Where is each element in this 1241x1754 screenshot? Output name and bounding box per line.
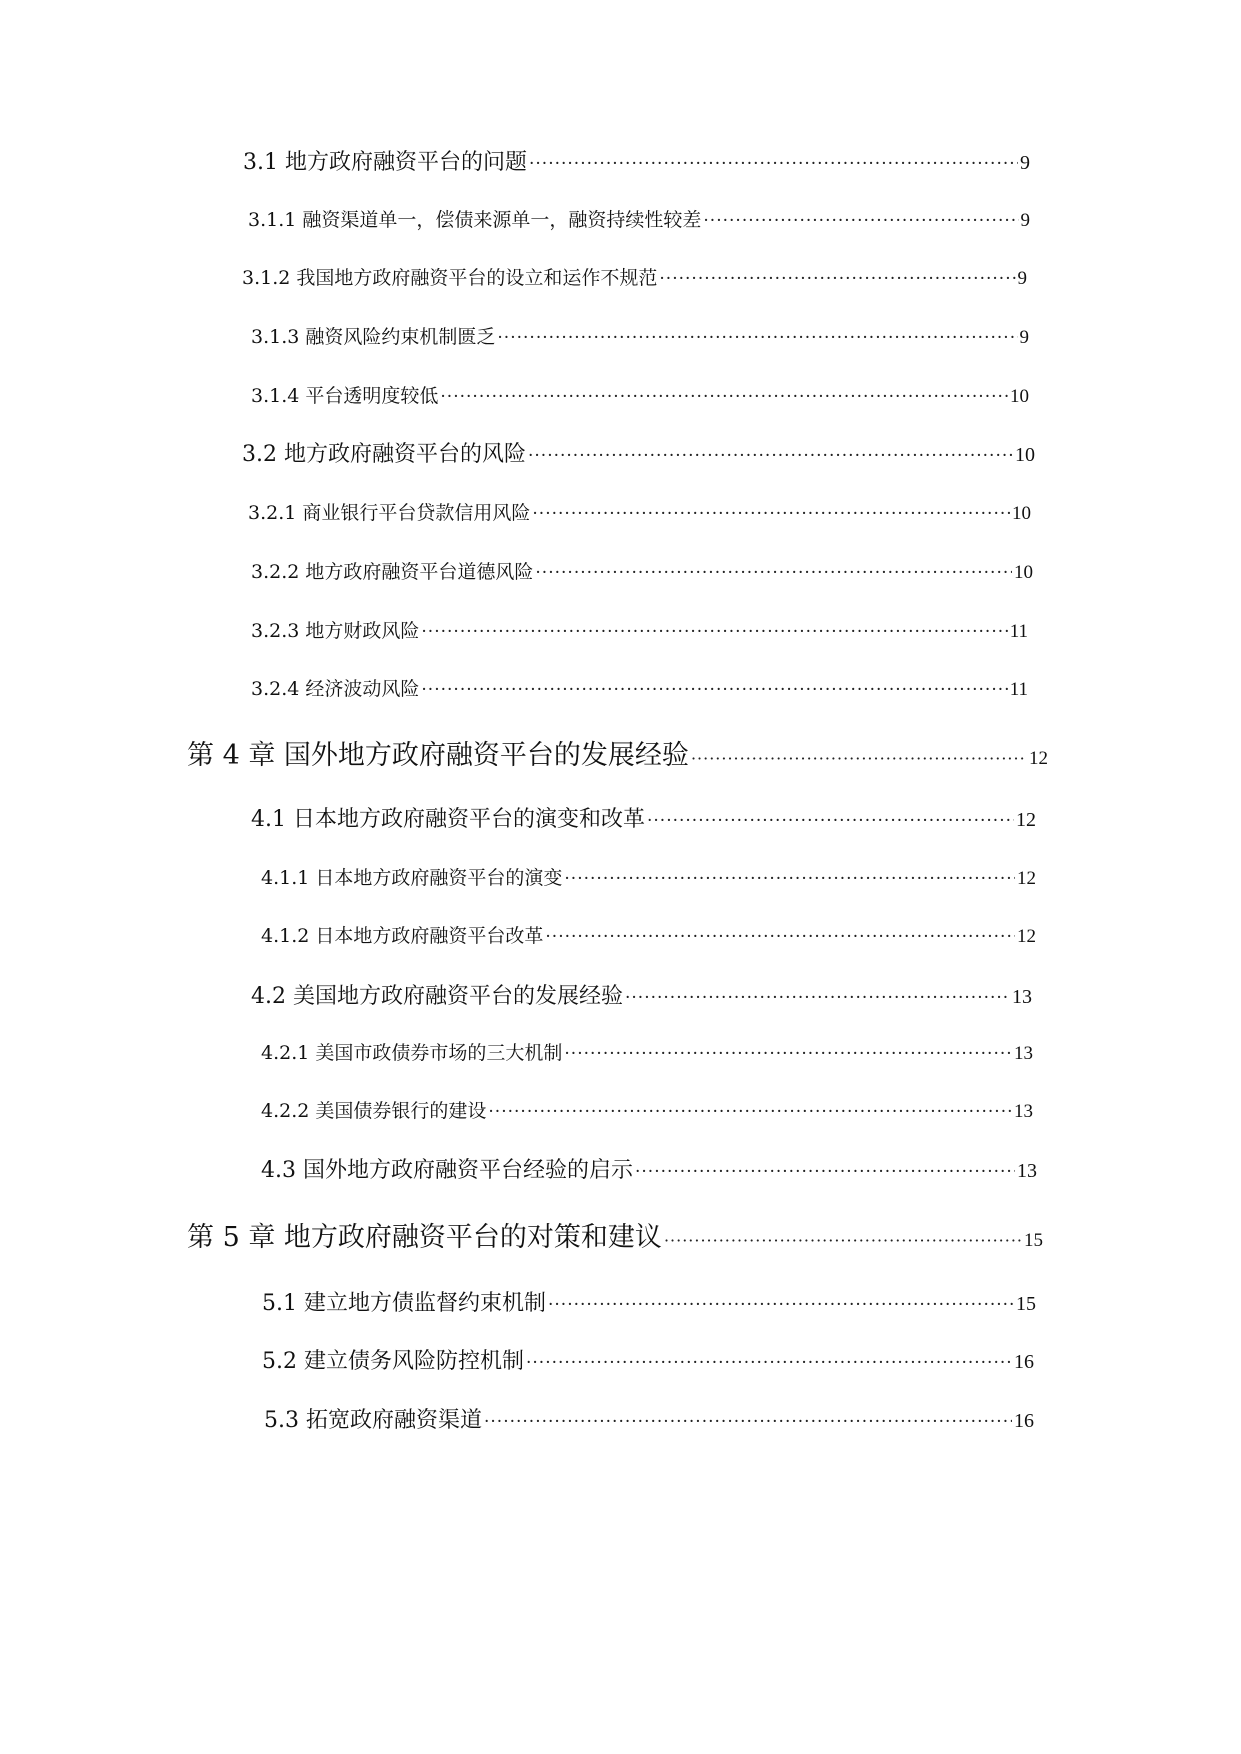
- toc-entry-title: 3.1.2 我国地方政府融资平台的设立和运作不规范: [242, 267, 658, 289]
- toc-entry-page: 12: [1017, 926, 1036, 947]
- toc-chapter-entry: [187, 1215, 1043, 1254]
- toc-entry: [251, 979, 1032, 1010]
- toc-entry: [262, 1344, 1034, 1375]
- toc-entry-title: 5.3 拓宽政府融资渠道: [264, 1408, 482, 1433]
- dot-leader: [532, 504, 1010, 524]
- toc-entry-page: 13: [1012, 986, 1032, 1008]
- toc-entry-page: 9: [1020, 152, 1030, 174]
- toc-entry-page: 9: [1020, 210, 1030, 231]
- toc-entry: [251, 557, 1033, 584]
- toc-entry: [261, 1038, 1033, 1065]
- toc-chapter-entry: [187, 733, 1048, 772]
- toc-entry-title: 4.2 美国地方政府融资平台的发展经验: [251, 984, 623, 1009]
- toc-entry: [242, 263, 1027, 290]
- toc-entry-page: 13: [1014, 1043, 1033, 1064]
- toc-entry-page: 16: [1014, 1351, 1034, 1373]
- toc-entry: [261, 863, 1036, 890]
- dot-leader: [625, 988, 1010, 1008]
- dot-leader: [703, 211, 1018, 231]
- dot-leader: [421, 680, 1007, 700]
- dot-leader: [545, 927, 1015, 947]
- toc-entry-page: 10: [1015, 444, 1035, 466]
- toc-entry-page: 10: [1010, 386, 1029, 407]
- toc-entry-page: 15: [1024, 1230, 1043, 1251]
- toc-entry: [242, 437, 1035, 468]
- toc-entry: [248, 498, 1031, 525]
- toc-entry-page: 9: [1017, 268, 1027, 289]
- toc-entry-title: 5.2 建立债务风险防控机制: [262, 1349, 524, 1374]
- toc-entry-page: 13: [1014, 1101, 1033, 1122]
- toc-entry-title: 4.1.2 日本地方政府融资平台改革: [261, 925, 544, 947]
- toc-entry-title: 3.2.4 经济波动风险: [251, 678, 420, 700]
- dot-leader: [564, 869, 1015, 889]
- toc-entry: [243, 145, 1030, 176]
- toc-entry-title: 3.1.1 融资渠道单一，偿债来源单一，融资持续性较差: [248, 209, 702, 231]
- toc-entry: [251, 381, 1029, 408]
- dot-leader: [497, 328, 1017, 348]
- toc-entry-page: 12: [1017, 868, 1036, 889]
- dot-leader: [535, 563, 1012, 583]
- toc-entry-title: 4.1 日本地方政府融资平台的演变和改革: [251, 807, 645, 832]
- toc-entry-page: 10: [1012, 503, 1031, 524]
- toc-entry-title: 3.1.4 平台透明度较低: [251, 385, 439, 407]
- dot-leader: [691, 749, 1027, 768]
- toc-entry: [251, 674, 1028, 701]
- dot-leader: [488, 1102, 1012, 1122]
- toc-entry-page: 15: [1016, 1293, 1036, 1315]
- dot-leader: [635, 1162, 1015, 1182]
- toc-entry-page: 13: [1017, 1160, 1037, 1182]
- dot-leader: [564, 1044, 1012, 1064]
- toc-entry-title: 3.2 地方政府融资平台的风险: [242, 442, 526, 467]
- toc-entry-page: 9: [1019, 327, 1029, 348]
- toc-entry-page: 10: [1014, 562, 1033, 583]
- dot-leader: [659, 269, 1015, 289]
- toc-entry-title: 第 4 章 国外地方政府融资平台的发展经验: [187, 740, 689, 771]
- toc-entry-title: 3.1 地方政府融资平台的问题: [243, 150, 527, 175]
- toc-entry-title: 3.2.1 商业银行平台贷款信用风险: [248, 502, 531, 524]
- dot-leader: [421, 622, 1007, 642]
- toc-entry: [261, 1153, 1037, 1184]
- toc-entry-title: 4.3 国外地方政府融资平台经验的启示: [261, 1158, 633, 1183]
- toc-entry-title: 4.1.1 日本地方政府融资平台的演变: [261, 867, 563, 889]
- dot-leader: [647, 811, 1014, 831]
- toc-entry: [262, 1286, 1036, 1317]
- toc-entry: [261, 1096, 1033, 1123]
- toc-entry-title: 第 5 章 地方政府融资平台的对策和建议: [187, 1222, 662, 1253]
- toc-entry: [261, 921, 1036, 948]
- toc-entry: [264, 1403, 1034, 1434]
- dot-leader: [528, 446, 1013, 466]
- toc-entry-page: 12: [1016, 809, 1036, 831]
- toc-entry: [251, 802, 1036, 833]
- dot-leader: [440, 387, 1008, 407]
- toc-entry-title: 4.2.1 美国市政债券市场的三大机制: [261, 1042, 563, 1064]
- dot-leader: [529, 154, 1018, 174]
- dot-leader: [526, 1353, 1012, 1373]
- toc-entry-title: 3.2.2 地方政府融资平台道德风险: [251, 561, 534, 583]
- dot-leader: [484, 1412, 1012, 1432]
- toc-entry-title: 5.1 建立地方债监督约束机制: [262, 1291, 546, 1316]
- toc-entry-title: 3.2.3 地方财政风险: [251, 620, 420, 642]
- toc-entry-page: 12: [1029, 748, 1048, 769]
- toc-entry: [251, 322, 1029, 349]
- toc-entry-title: 4.2.2 美国债券银行的建设: [261, 1100, 487, 1122]
- dot-leader: [548, 1295, 1014, 1315]
- toc-entry: [248, 205, 1030, 232]
- dot-leader: [664, 1231, 1022, 1250]
- toc-entry-page: 16: [1014, 1410, 1034, 1432]
- toc-entry-page: 11: [1009, 621, 1028, 642]
- toc-entry-page: 11: [1009, 679, 1028, 700]
- toc-entry: [251, 616, 1028, 643]
- toc-entry-title: 3.1.3 融资风险约束机制匮乏: [251, 326, 496, 348]
